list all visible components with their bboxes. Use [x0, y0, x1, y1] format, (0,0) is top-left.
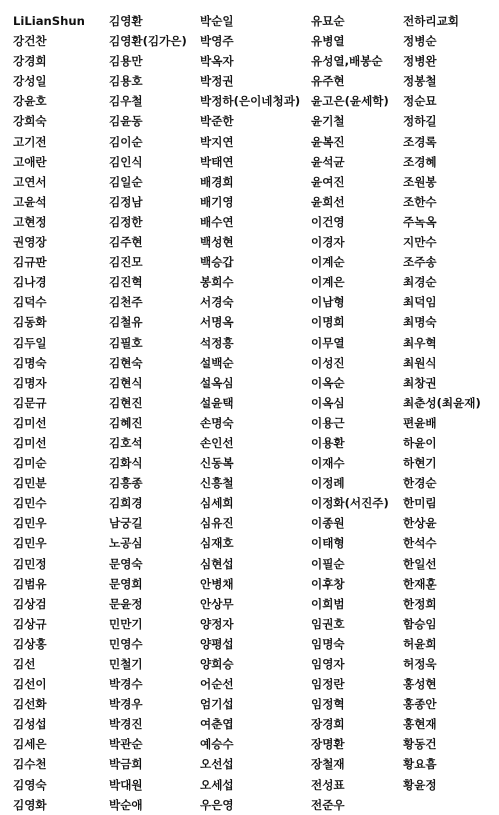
name-cell: 박옥자 — [200, 54, 234, 69]
name-cell: 조주송 — [403, 255, 437, 270]
name-cell: 문영희 — [109, 576, 143, 591]
name-cell: 고기전 — [13, 134, 47, 149]
name-cell: 심현섭 — [200, 556, 234, 571]
name-row — [13, 493, 493, 513]
name-cell: 신흥철 — [200, 476, 234, 491]
name-cell: 최춘성(최윤재) — [403, 395, 481, 410]
name-cell: 오선섭 — [200, 757, 234, 772]
name-cell: 김세은 — [13, 737, 47, 752]
name-row — [13, 312, 493, 332]
name-row — [13, 212, 493, 232]
name-cell: 고현정 — [13, 214, 47, 229]
name-cell: 김혜진 — [109, 415, 143, 430]
name-row — [13, 91, 493, 111]
name-cell: 백승갑 — [200, 255, 234, 270]
name-cell: 이태형 — [311, 536, 345, 551]
name-cell: 조경록 — [403, 134, 437, 149]
name-cell: 박순일 — [200, 14, 234, 28]
name-cell: 양정자 — [200, 616, 234, 631]
name-cell: 김수천 — [13, 757, 47, 772]
name-cell: 고윤석 — [13, 194, 47, 209]
name-cell: 김문규 — [13, 395, 47, 410]
name-cell: 홍종안 — [403, 697, 437, 712]
name-cell: 임영자 — [311, 657, 345, 671]
name-cell: 민만기 — [109, 616, 143, 631]
name-cell: 정순묘 — [403, 94, 437, 109]
name-row — [13, 674, 493, 694]
name-cell: 한석수 — [403, 536, 437, 551]
name-cell: 어순선 — [200, 677, 234, 692]
name-cell: 김호석 — [109, 435, 143, 450]
name-row — [13, 594, 493, 614]
name-cell: 김영환 — [109, 14, 143, 28]
name-cell: 조경혜 — [403, 154, 437, 169]
name-row — [13, 51, 493, 71]
name-cell: 김성섭 — [13, 717, 47, 732]
name-cell: 이재수 — [311, 456, 345, 471]
name-cell: 이명희 — [311, 315, 345, 330]
name-cell: 여춘엽 — [200, 717, 234, 732]
name-cell: 정하길 — [403, 114, 437, 129]
name-row — [13, 192, 493, 212]
name-cell: 한재훈 — [403, 576, 437, 591]
name-cell: 최경순 — [403, 275, 437, 290]
name-cell: 이건영 — [311, 214, 345, 229]
name-cell: 노공심 — [109, 536, 143, 551]
name-cell: 고연서 — [13, 174, 47, 189]
name-cell: 권영장 — [13, 235, 47, 250]
name-cell: 김희경 — [109, 496, 143, 511]
name-cell: 김천주 — [109, 295, 143, 310]
name-row — [13, 71, 493, 91]
name-cell: 양평섭 — [200, 636, 234, 651]
name-cell: 김민우 — [13, 536, 47, 551]
name-cell: 유성열,배봉순 — [311, 54, 383, 69]
name-cell: 김이순 — [109, 134, 143, 149]
name-cell: 민철기 — [109, 657, 143, 671]
name-cell: 김철유 — [109, 315, 143, 330]
name-cell: 최원식 — [403, 355, 437, 370]
name-row — [13, 31, 493, 51]
name-row — [13, 11, 493, 31]
name-cell: 이계은 — [311, 275, 345, 290]
name-cell: 전성표 — [311, 777, 345, 792]
name-cell: 서명옥 — [200, 315, 234, 330]
name-cell: 김나경 — [13, 275, 47, 290]
name-row — [13, 292, 493, 312]
name-cell: 김용호 — [109, 74, 143, 89]
name-cell: 임명숙 — [311, 636, 345, 651]
name-row — [13, 533, 493, 553]
name-cell: 김윤동 — [109, 114, 143, 129]
name-cell: 설윤택 — [200, 395, 234, 410]
name-cell: 이필순 — [311, 556, 345, 571]
name-cell: 홍현재 — [403, 717, 437, 732]
name-row — [13, 574, 493, 594]
name-row — [13, 393, 493, 413]
name-cell: 임정란 — [311, 677, 345, 692]
name-cell: 김현진 — [109, 395, 143, 410]
name-cell: 강건찬 — [13, 34, 47, 49]
name-cell: 박지연 — [200, 134, 234, 149]
name-cell: 장경희 — [311, 717, 345, 732]
name-row — [13, 654, 493, 674]
name-cell: 우은영 — [200, 797, 234, 812]
name-cell: 김선화 — [13, 697, 47, 712]
name-cell: 민영수 — [109, 636, 143, 651]
name-cell: 임권호 — [311, 616, 345, 631]
name-cell: 김영화 — [13, 797, 47, 812]
name-cell: 김민분 — [13, 476, 47, 491]
name-cell: 설백순 — [200, 355, 234, 370]
name-cell: 한정희 — [403, 596, 437, 611]
name-cell: 이정화(서진주) — [311, 496, 389, 511]
name-cell: 허윤희 — [403, 636, 437, 651]
name-cell: 김명숙 — [13, 355, 47, 370]
name-cell: 이후창 — [311, 576, 345, 591]
name-cell: 남궁길 — [109, 516, 143, 531]
name-cell: 함승임 — [403, 616, 437, 631]
name-cell: 정봉철 — [403, 74, 437, 89]
name-cell: 윤희선 — [311, 194, 345, 209]
name-row — [13, 111, 493, 131]
name-cell: 윤고은(윤세학) — [311, 94, 389, 109]
name-row — [13, 513, 493, 533]
name-cell: 김상홍 — [13, 636, 47, 651]
name-cell: 서경숙 — [200, 295, 234, 310]
name-row — [13, 694, 493, 714]
name-cell: 홍성현 — [403, 677, 437, 692]
name-cell: 최덕임 — [403, 295, 437, 310]
name-cell: 강희숙 — [13, 114, 47, 129]
name-cell: 심유진 — [200, 516, 234, 531]
name-row — [13, 132, 493, 152]
name-cell: 윤복진 — [311, 134, 345, 149]
name-row — [13, 433, 493, 453]
name-cell: 전하리교회 — [403, 14, 459, 28]
name-cell: 윤기철 — [311, 114, 345, 129]
name-cell: 박금희 — [109, 757, 143, 772]
name-cell: 임정혁 — [311, 697, 345, 712]
name-cell: 김민수 — [13, 496, 47, 511]
name-cell: 강경희 — [13, 54, 47, 69]
name-cell: 김상검 — [13, 596, 47, 611]
name-cell: 문윤정 — [109, 596, 143, 611]
name-row — [13, 353, 493, 373]
name-cell: 엄기섭 — [200, 697, 234, 712]
name-cell: 문영숙 — [109, 556, 143, 571]
name-cell: 김영환(김가은) — [109, 34, 187, 49]
name-cell: 김명자 — [13, 375, 47, 390]
name-cell: 최명숙 — [403, 315, 437, 330]
name-cell: 고애란 — [13, 154, 47, 169]
name-cell: 봉희수 — [200, 275, 234, 290]
name-cell: 이계순 — [311, 255, 345, 270]
name-cell: 김범유 — [13, 576, 47, 591]
name-cell: 배수연 — [200, 214, 234, 229]
name-cell: 김영숙 — [13, 777, 47, 792]
name-cell: 조원봉 — [403, 174, 437, 189]
name-row — [13, 373, 493, 393]
name-cell: 정병완 — [403, 54, 437, 69]
name-cell: 박태연 — [200, 154, 234, 169]
name-cell: 박경수 — [109, 677, 143, 692]
name-cell: 유병열 — [311, 34, 345, 49]
name-cell: 조한수 — [403, 194, 437, 209]
name-cell: LiLianShun — [13, 14, 85, 28]
name-cell: 이경자 — [311, 235, 345, 250]
name-cell: 김민정 — [13, 556, 47, 571]
name-cell: 하현기 — [403, 456, 437, 471]
name-cell: 오세섭 — [200, 777, 234, 792]
name-cell: 심재호 — [200, 536, 234, 551]
name-row — [13, 152, 493, 172]
name-cell: 김선 — [13, 657, 36, 671]
name-cell: 주녹옥 — [403, 214, 437, 229]
name-cell: 하윤이 — [403, 435, 437, 450]
name-cell: 허정욱 — [403, 657, 437, 671]
name-cell: 김미선 — [13, 435, 47, 450]
name-cell: 유주현 — [311, 74, 345, 89]
name-cell: 최창권 — [403, 375, 437, 390]
name-cell: 한일선 — [403, 556, 437, 571]
name-cell: 이용근 — [311, 415, 345, 430]
name-cell — [403, 795, 493, 815]
name-cell: 이옥심 — [311, 395, 345, 410]
name-cell: 장명환 — [311, 737, 345, 752]
name-cell: 이종원 — [311, 516, 345, 531]
name-cell: 김화식 — [109, 456, 143, 471]
name-cell: 박정권 — [200, 74, 234, 89]
name-cell: 한미림 — [403, 496, 437, 511]
name-cell: 예승수 — [200, 737, 234, 752]
name-cell: 김우철 — [109, 94, 143, 109]
name-cell: 김민우 — [13, 516, 47, 531]
name-cell: 한상윤 — [403, 516, 437, 531]
name-cell: 김일순 — [109, 174, 143, 189]
name-cell: 윤여진 — [311, 174, 345, 189]
name-cell: 이정례 — [311, 476, 345, 491]
name-cell: 한경순 — [403, 476, 437, 491]
name-cell: 김진혁 — [109, 275, 143, 290]
name-row — [13, 252, 493, 272]
name-cell: 박준한 — [200, 114, 234, 129]
name-list-table — [13, 11, 493, 815]
name-cell: 황요흠 — [403, 757, 437, 772]
name-row — [13, 634, 493, 654]
name-row — [13, 473, 493, 493]
name-cell: 박영주 — [200, 34, 234, 49]
name-cell: 손인선 — [200, 435, 234, 450]
name-row — [13, 413, 493, 433]
name-cell: 배경희 — [200, 174, 234, 189]
name-cell: 김정남 — [109, 194, 143, 209]
name-row — [13, 714, 493, 734]
name-row — [13, 754, 493, 774]
name-cell: 백성현 — [200, 235, 234, 250]
name-cell: 석정흥 — [200, 335, 234, 350]
name-cell: 김용만 — [109, 54, 143, 69]
name-cell: 김정한 — [109, 214, 143, 229]
name-row — [13, 453, 493, 473]
name-cell: 김규판 — [13, 255, 47, 270]
name-cell: 김동화 — [13, 315, 47, 330]
name-cell: 이무열 — [311, 335, 345, 350]
name-cell: 이옥순 — [311, 375, 345, 390]
name-cell: 안상무 — [200, 596, 234, 611]
name-row — [13, 172, 493, 192]
name-cell: 최우혁 — [403, 335, 437, 350]
name-row — [13, 272, 493, 292]
name-row — [13, 554, 493, 574]
name-row — [13, 333, 493, 353]
name-cell: 이성진 — [311, 355, 345, 370]
name-row — [13, 232, 493, 252]
name-cell: 장철재 — [311, 757, 345, 772]
name-cell: 김흥종 — [109, 476, 143, 491]
name-cell: 김미순 — [13, 456, 47, 471]
name-cell: 이희범 — [311, 596, 345, 611]
name-cell: 김상규 — [13, 616, 47, 631]
name-cell: 배기영 — [200, 194, 234, 209]
name-row — [13, 795, 493, 815]
name-cell: 안병채 — [200, 576, 234, 591]
name-cell: 김인식 — [109, 154, 143, 169]
name-cell: 김현숙 — [109, 355, 143, 370]
name-cell: 김덕수 — [13, 295, 47, 310]
name-cell: 황윤정 — [403, 777, 437, 792]
name-cell: 박순애 — [109, 797, 143, 812]
name-cell: 박관순 — [109, 737, 143, 752]
name-cell: 김두일 — [13, 335, 47, 350]
name-cell: 설옥심 — [200, 375, 234, 390]
name-cell: 김현식 — [109, 375, 143, 390]
name-cell: 김필호 — [109, 335, 143, 350]
name-cell: 박정하(은이네청과) — [200, 94, 301, 109]
name-cell: 유묘순 — [311, 14, 345, 28]
name-cell: 정병순 — [403, 34, 437, 49]
name-cell: 황동건 — [403, 737, 437, 752]
name-cell: 강성일 — [13, 74, 47, 89]
name-cell: 심세희 — [200, 496, 234, 511]
name-cell: 김선이 — [13, 677, 47, 692]
name-cell: 윤석균 — [311, 154, 345, 169]
name-cell: 박경우 — [109, 697, 143, 712]
name-row — [13, 614, 493, 634]
name-cell: 이용환 — [311, 435, 345, 450]
name-cell: 박대원 — [109, 777, 143, 792]
name-cell: 양희승 — [200, 657, 234, 671]
name-cell: 전준우 — [311, 797, 345, 812]
name-cell: 이남형 — [311, 295, 345, 310]
name-cell: 신동복 — [200, 456, 234, 471]
name-cell: 박경진 — [109, 717, 143, 732]
name-cell: 김주현 — [109, 235, 143, 250]
name-cell: 손명숙 — [200, 415, 234, 430]
name-row — [13, 775, 493, 795]
name-row — [13, 734, 493, 754]
name-cell: 강윤호 — [13, 94, 47, 109]
name-cell: 김미선 — [13, 415, 47, 430]
name-cell: 편윤배 — [403, 415, 437, 430]
name-cell: 김진모 — [109, 255, 143, 270]
name-cell: 지만수 — [403, 235, 437, 250]
